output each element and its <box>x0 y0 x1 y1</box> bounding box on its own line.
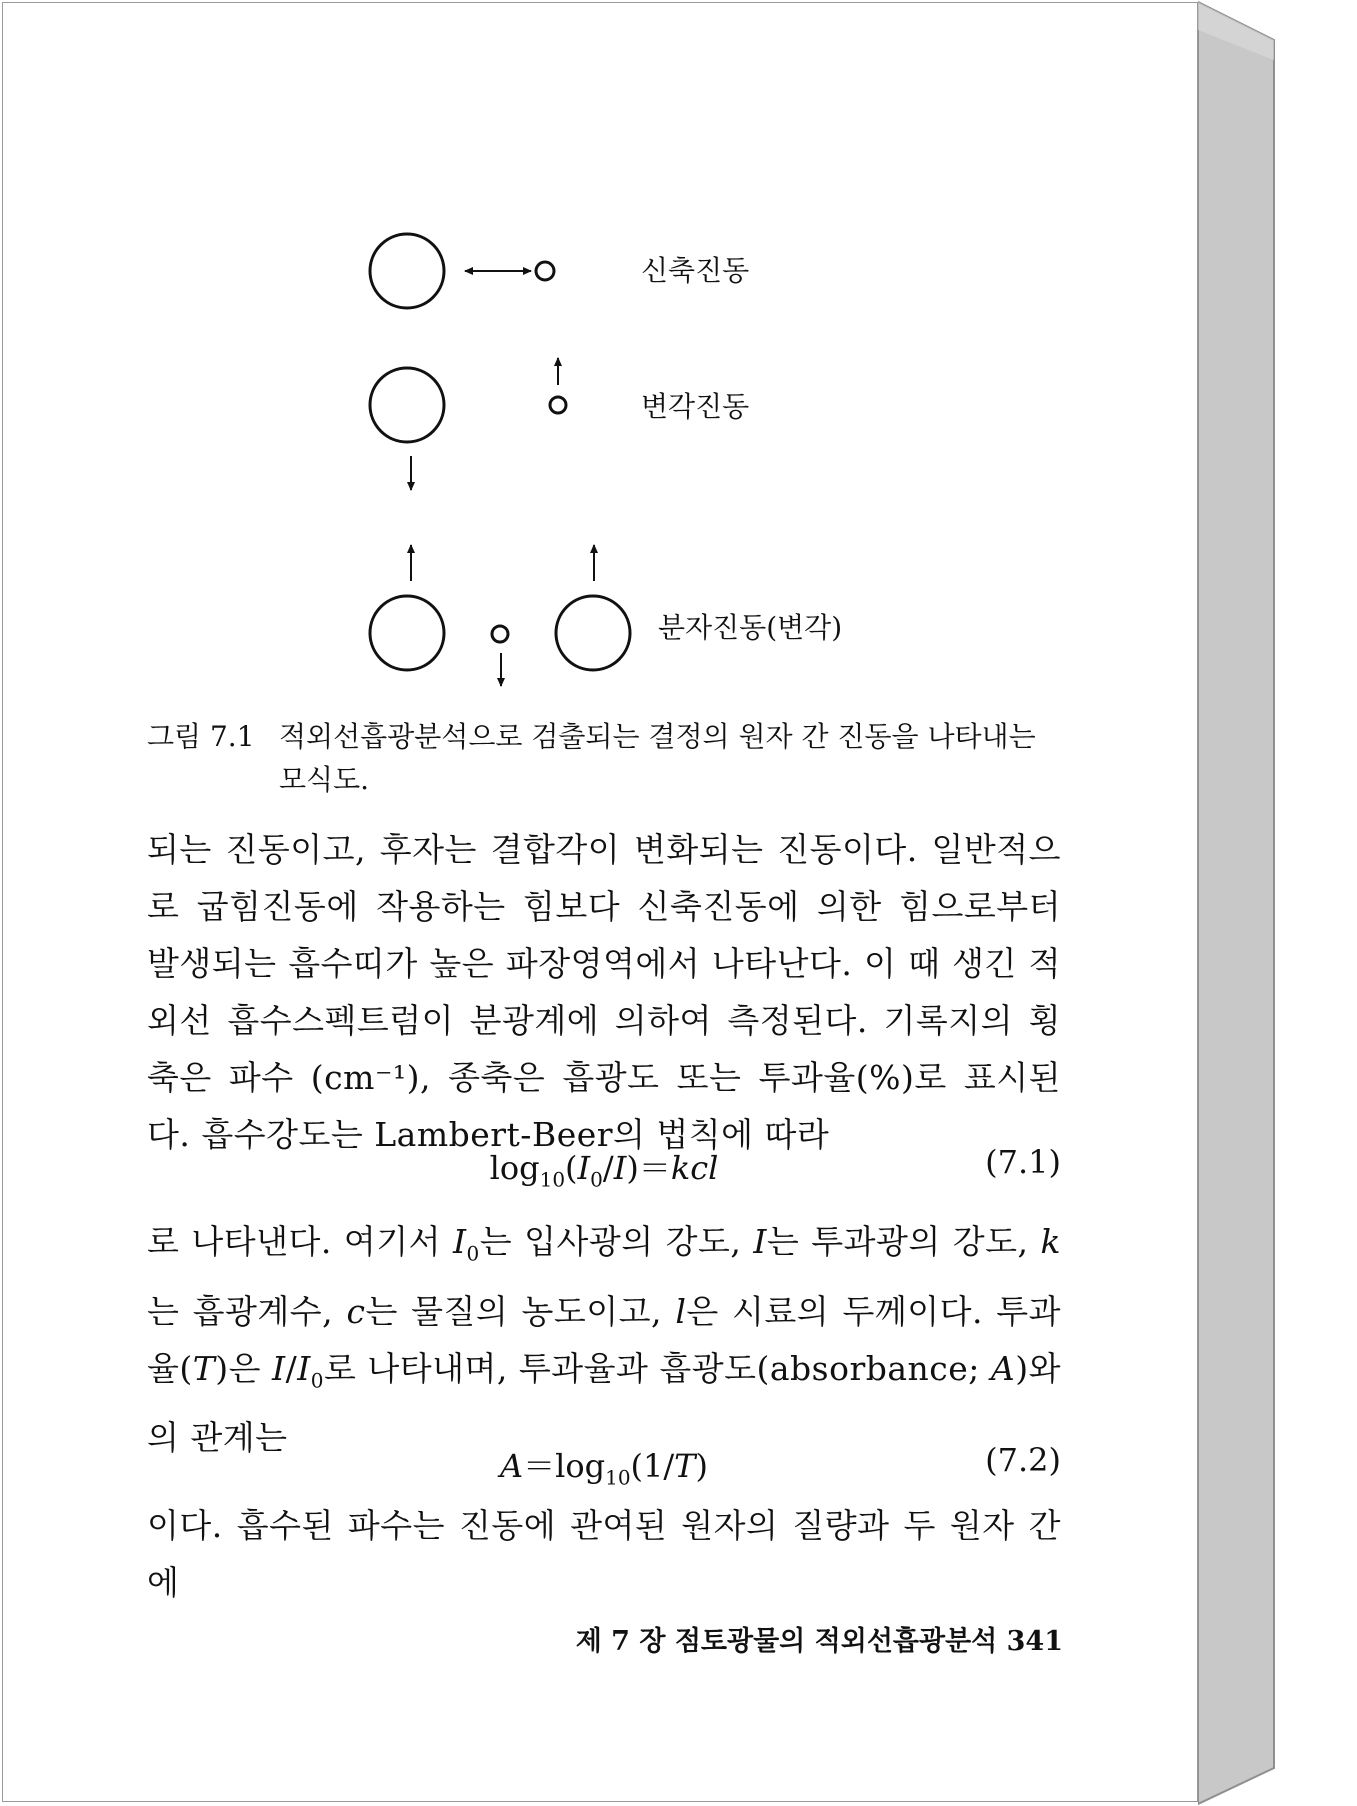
eq-var-I: I <box>613 1149 627 1187</box>
page-footer: 제 7 장 점토광물의 적외선흡광분석 341 <box>575 1626 1063 1657</box>
var-T: T <box>192 1348 216 1388</box>
eq-subscript: 0 <box>590 1167 603 1192</box>
eq-log: log <box>489 1149 540 1187</box>
page <box>2 2 1198 1802</box>
stretching-vibration-diagram <box>370 234 554 308</box>
text-run: )와의 관계는 <box>147 1348 1062 1458</box>
eq-var-I0: I <box>577 1149 591 1187</box>
book-spine-edge <box>1198 0 1276 1806</box>
large-atom-circle <box>556 596 630 670</box>
eq-log: ＝log <box>523 1447 606 1485</box>
eq-var-T: T <box>674 1447 696 1485</box>
var-I0: I <box>452 1222 467 1261</box>
var-I0: I <box>297 1348 311 1388</box>
paragraph-3: 이다. 흡수된 파수는 진동에 관여된 원자의 질량과 두 원자 간에 <box>147 1506 1061 1602</box>
caption-number: 그림 7.1 <box>147 720 255 753</box>
small-atom-circle <box>492 626 508 642</box>
paragraph-1: 되는 진동이고, 후자는 결합각이 변화되는 진동이다. 일반적으로 굽힘진동에 작용하는 힘보다 신축진동에 의한 힘으로부터 발생되는 흡수띠가 높은 파장영역에서 나타난다. 이 때 생긴 적외선 흡수스펙트럼이 분광계에 의하여 측정된다. 기록지의 횡축은 파수 (cm⁻¹), 종축은 흡광도 또는 투과율(%)로 표시된다. 흡수강도는 Lambert-Beer의 법칙에 따라 <box>147 830 1061 1154</box>
equation-number: (7.2) <box>985 1441 1061 1479</box>
large-atom-circle <box>370 368 444 442</box>
var-k: k <box>1040 1222 1062 1261</box>
vibration-figure <box>3 3 1199 703</box>
var-I: I <box>753 1222 767 1261</box>
paragraph-2 <box>147 1213 1061 1466</box>
molecular-vibration-diagram <box>370 545 630 686</box>
molecular-vibration-label: 분자진동(변각) <box>658 611 843 644</box>
bending-vibration-diagram <box>370 358 566 490</box>
equation-number: (7.1) <box>985 1143 1061 1181</box>
eq-equals: )＝ <box>626 1149 671 1187</box>
var-c: c <box>346 1291 366 1331</box>
eq-var-A: A <box>499 1447 524 1485</box>
large-atom-circle <box>370 596 444 670</box>
slash: / <box>285 1348 298 1388</box>
eq-slash: / <box>602 1149 614 1187</box>
eq-log-base: 10 <box>605 1465 631 1490</box>
equation-formula <box>147 1441 1061 1489</box>
eq-paren: ( <box>565 1149 578 1187</box>
var-I: I <box>272 1348 286 1388</box>
caption-text: 적외선흡광분석으로 검출되는 결정의 원자 간 진동을 나타내는 모식도. <box>279 720 1036 796</box>
small-atom-circle <box>536 262 554 280</box>
large-atom-circle <box>370 234 444 308</box>
eq-rhs: kcl <box>670 1149 719 1187</box>
equation-7-1 <box>147 1143 1061 1193</box>
eq-paren: (1/ <box>630 1447 675 1485</box>
text-run: )은 <box>215 1348 273 1388</box>
text-run: 는 물질의 농도이고, <box>365 1291 676 1331</box>
stretching-label: 신축진동 <box>641 254 750 287</box>
equation-formula <box>147 1143 1061 1191</box>
text-run: 는 입사광의 강도, <box>479 1222 754 1261</box>
subscript: 0 <box>310 1368 324 1393</box>
var-A: A <box>990 1348 1016 1388</box>
text-run: 은 시료의 두께이다. 투과율( <box>147 1291 1061 1388</box>
small-atom-circle <box>550 397 566 413</box>
eq-paren-close: ) <box>695 1447 708 1485</box>
eq-log-base: 10 <box>539 1167 566 1192</box>
text-run: 는 흡광계수, <box>147 1291 347 1331</box>
bending-label: 변각진동 <box>641 390 750 423</box>
equation-7-2 <box>147 1441 1061 1491</box>
var-l: l <box>675 1291 687 1331</box>
text-run: 는 투과광의 강도, <box>766 1222 1041 1261</box>
text-run: 로 나타낸다. 여기서 <box>147 1222 453 1261</box>
text-run: 로 나타내며, 투과율과 흡광도(absorbance; <box>323 1348 991 1388</box>
subscript: 0 <box>466 1241 480 1266</box>
